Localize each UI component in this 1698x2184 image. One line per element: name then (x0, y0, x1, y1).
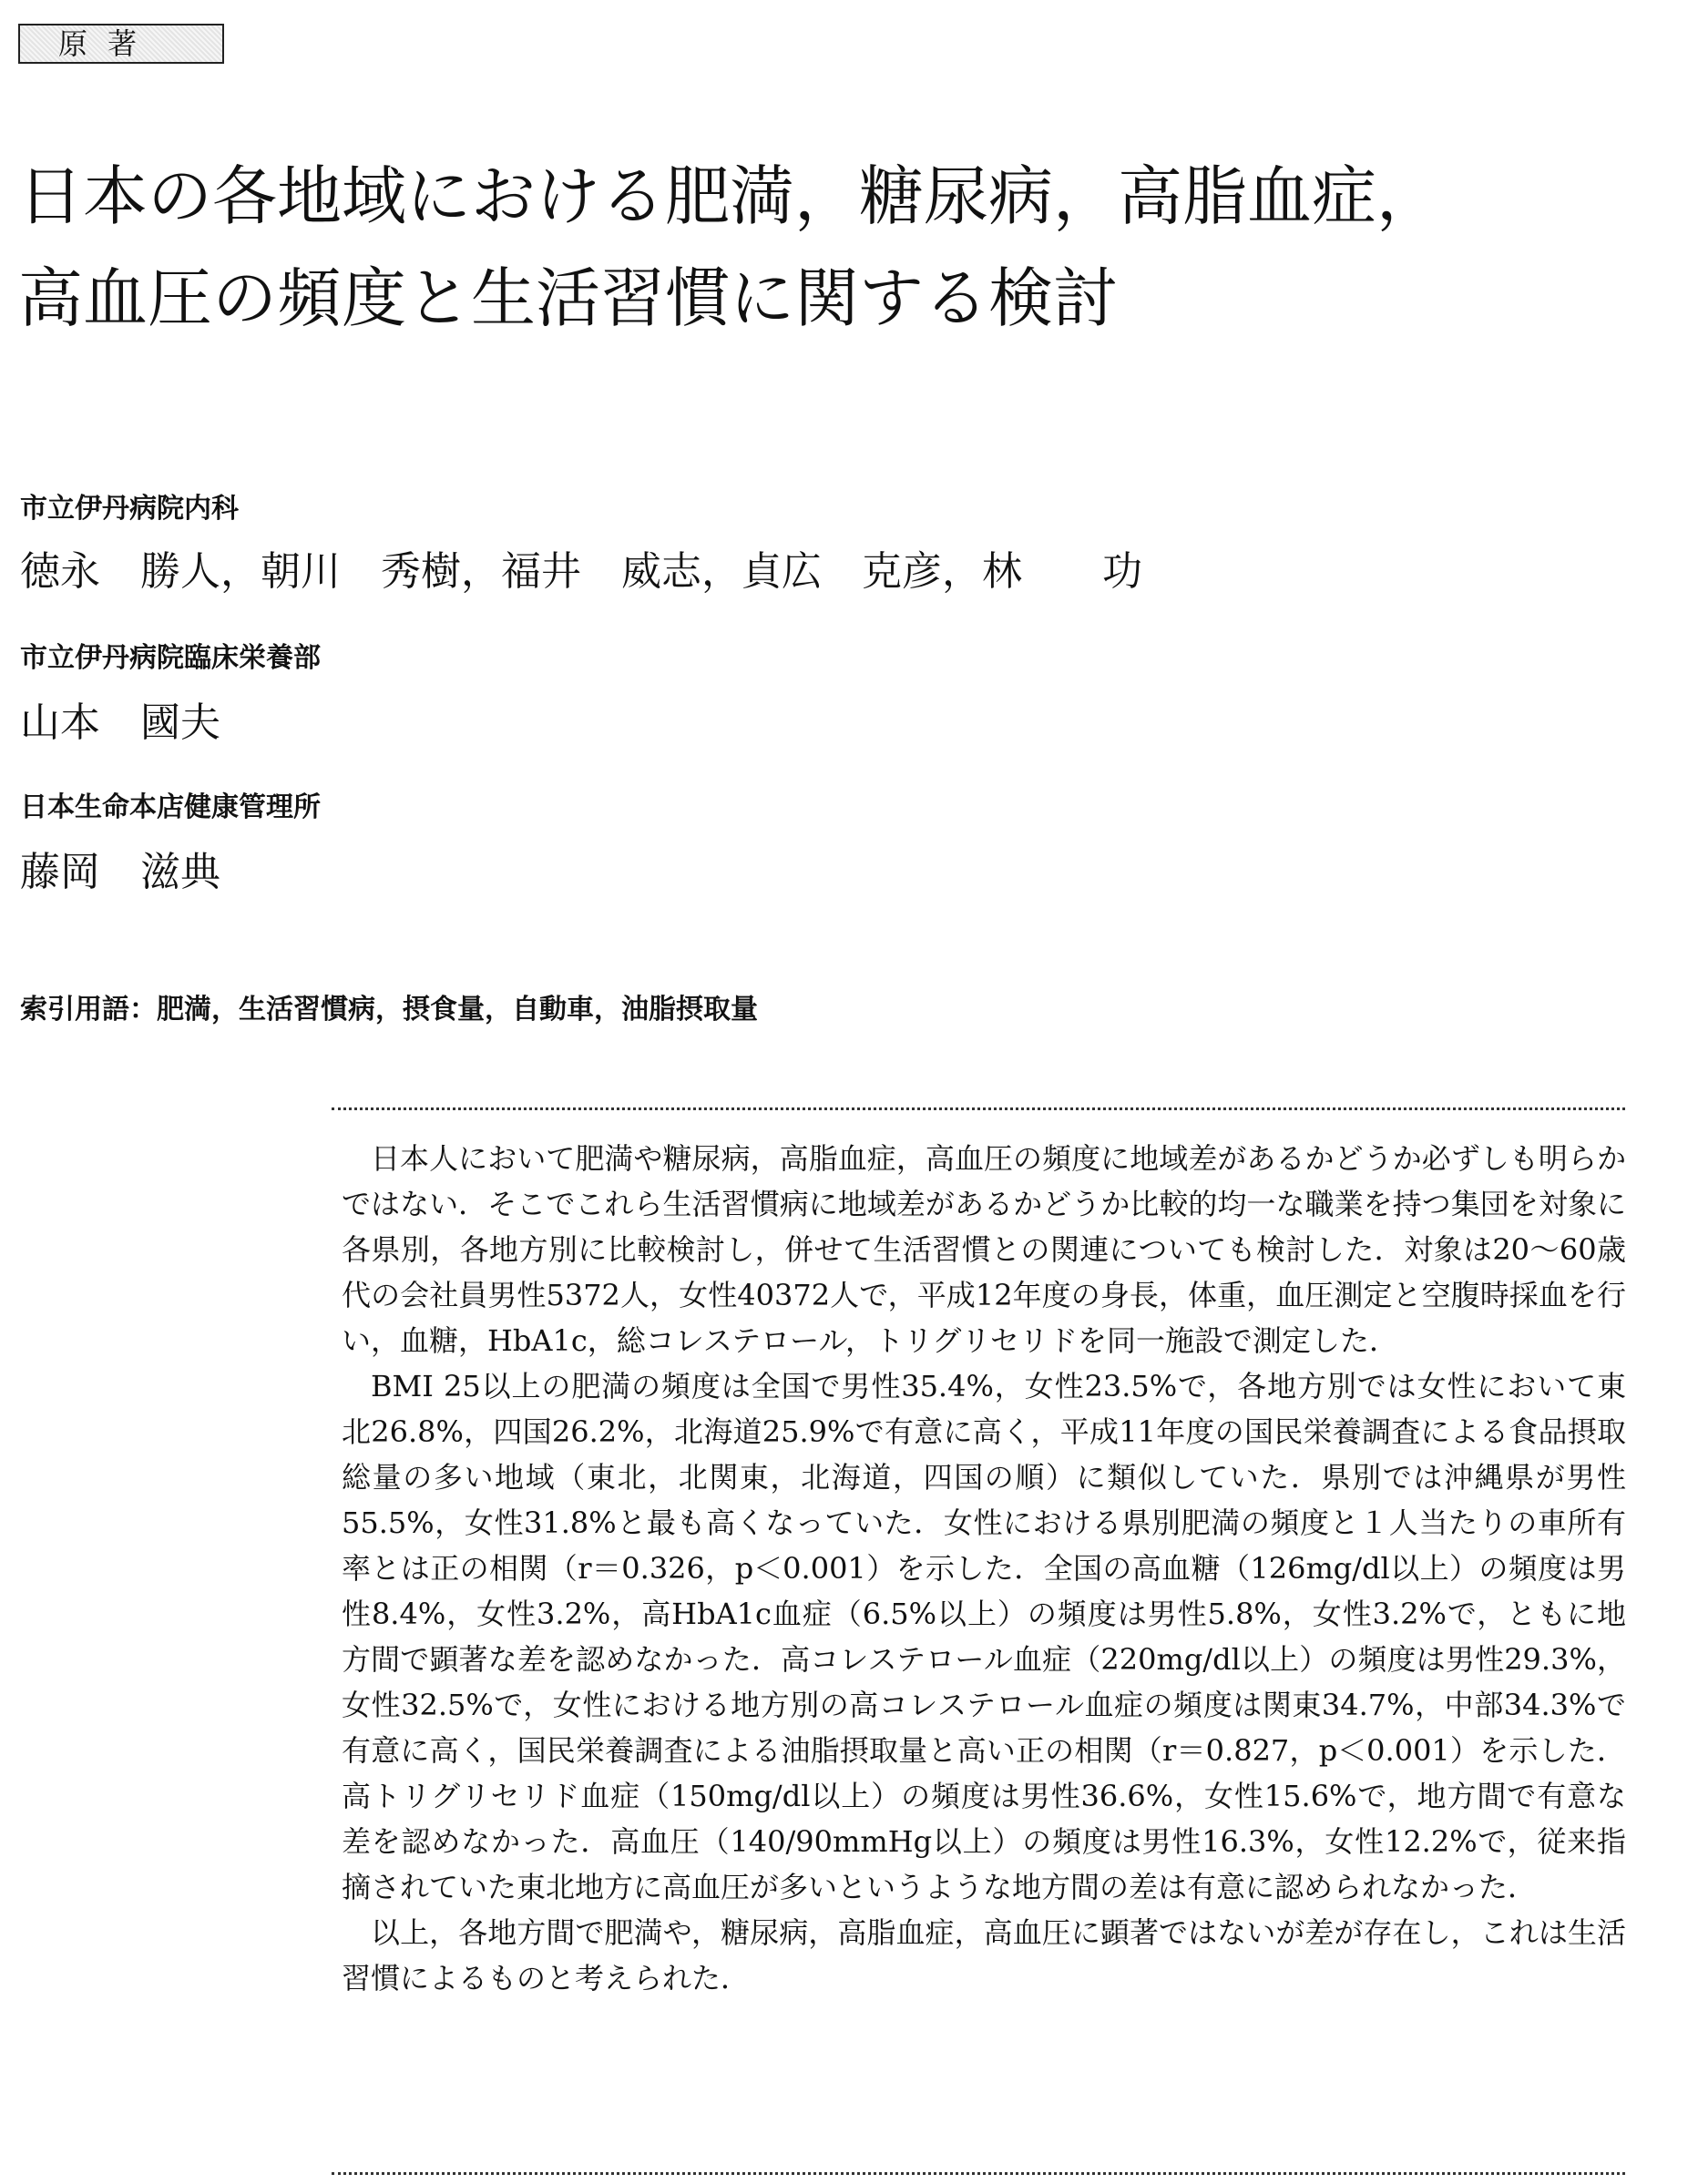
authors-group-3: 藤岡 滋典 (20, 849, 220, 895)
article-title (18, 146, 1676, 350)
abstract (342, 1136, 1626, 2001)
abstract-paragraph-3: 以上，各地方間で肥満や，糖尿病，高脂血症，高血圧に顕著ではないが差が存在し，これは生活習慣によるものと考えられた． (342, 1915, 1626, 1995)
affiliation-2: 市立伊丹病院臨床栄養部 (20, 642, 321, 674)
authors-group-2: 山本 國夫 (20, 699, 220, 746)
article-title-line-1: 日本の各地域における肥満，糖尿病，高脂血症， (18, 158, 1442, 234)
article-title-line-2: 高血圧の頻度と生活習慣に関する検討 (18, 260, 1119, 336)
authors-group-1: 徳永 勝人，朝川 秀樹，福井 威志，貞広 克彦，林 功 (20, 548, 1142, 595)
article-type-label: 原著 (18, 24, 224, 64)
affiliation-3: 日本生命本店健康管理所 (20, 791, 321, 823)
index-terms: 索引用語：肥満，生活習慣病，摂食量，自動車，油脂摂取量 (20, 994, 758, 1026)
abstract-paragraph-1: 日本人において肥満や糖尿病，高脂血症，高血圧の頻度に地域差があるかどうか必ずしも明らかではない．そこでこれら生活習慣病に地域差があるかどうか比較的均一な職業を持つ集団を対象に各県別，各地方別に比較検討し，併せて生活習慣との関連についても検討した．対象は20～60歳代の会社員男性5372人，女性40372人で，平成12年度の身長，体重，血圧測定と空腹時採血を行い，血糖，HbA1c，総コレステロール，トリグリセリドを同一施設で測定した． (342, 1141, 1626, 1358)
abstract-bottom-divider (332, 2172, 1625, 2175)
abstract-top-divider (332, 1107, 1625, 1110)
affiliation-1: 市立伊丹病院内科 (20, 493, 239, 525)
abstract-paragraph-2: BMI 25以上の肥満の頻度は全国で男性35.4%，女性23.5%で，各地方別では女性において東北26.8%，四国26.2%，北海道25.9%で有意に高く，平成11年度の国民栄養調査による食品摂取総量の多い地域（東北，北関東，北海道，四国の順）に類似していた．県別では沖縄県が男性55.5%，女性31.8%と最も高くなっていた．女性における県別肥満の頻度と１人当たりの車所有率とは正の相関（r＝0.326，p＜0.001）を示した．全国の高血糖（126mg/dl以上）の頻度は男性8.4%，女性3.2%，高HbA1c血症（6.5%以上）の頻度は男性5.8%，女性3.2%で，ともに地方間で顕著な差を認めなかった．高コレステロール血症（220mg/dl以上）の頻度は男性29.3%，女性32.5%で，女性における地方別の高コレステロール血症の頻度は関東34.7%，中部34.3%で有意に高く，国民栄養調査による油脂摂取量と高い正の相関（r＝0.827，p＜0.001）を示した．高トリグリセリド血症（150mg/dl以上）の頻度は男性36.6%，女性15.6%で，地方間で有意な差を認めなかった．高血圧（140/90mmHg以上）の頻度は男性16.3%，女性12.2%で，従来指摘されていた東北地方に高血圧が多いというような地方間の差は有意に認められなかった． (342, 1369, 1626, 1904)
